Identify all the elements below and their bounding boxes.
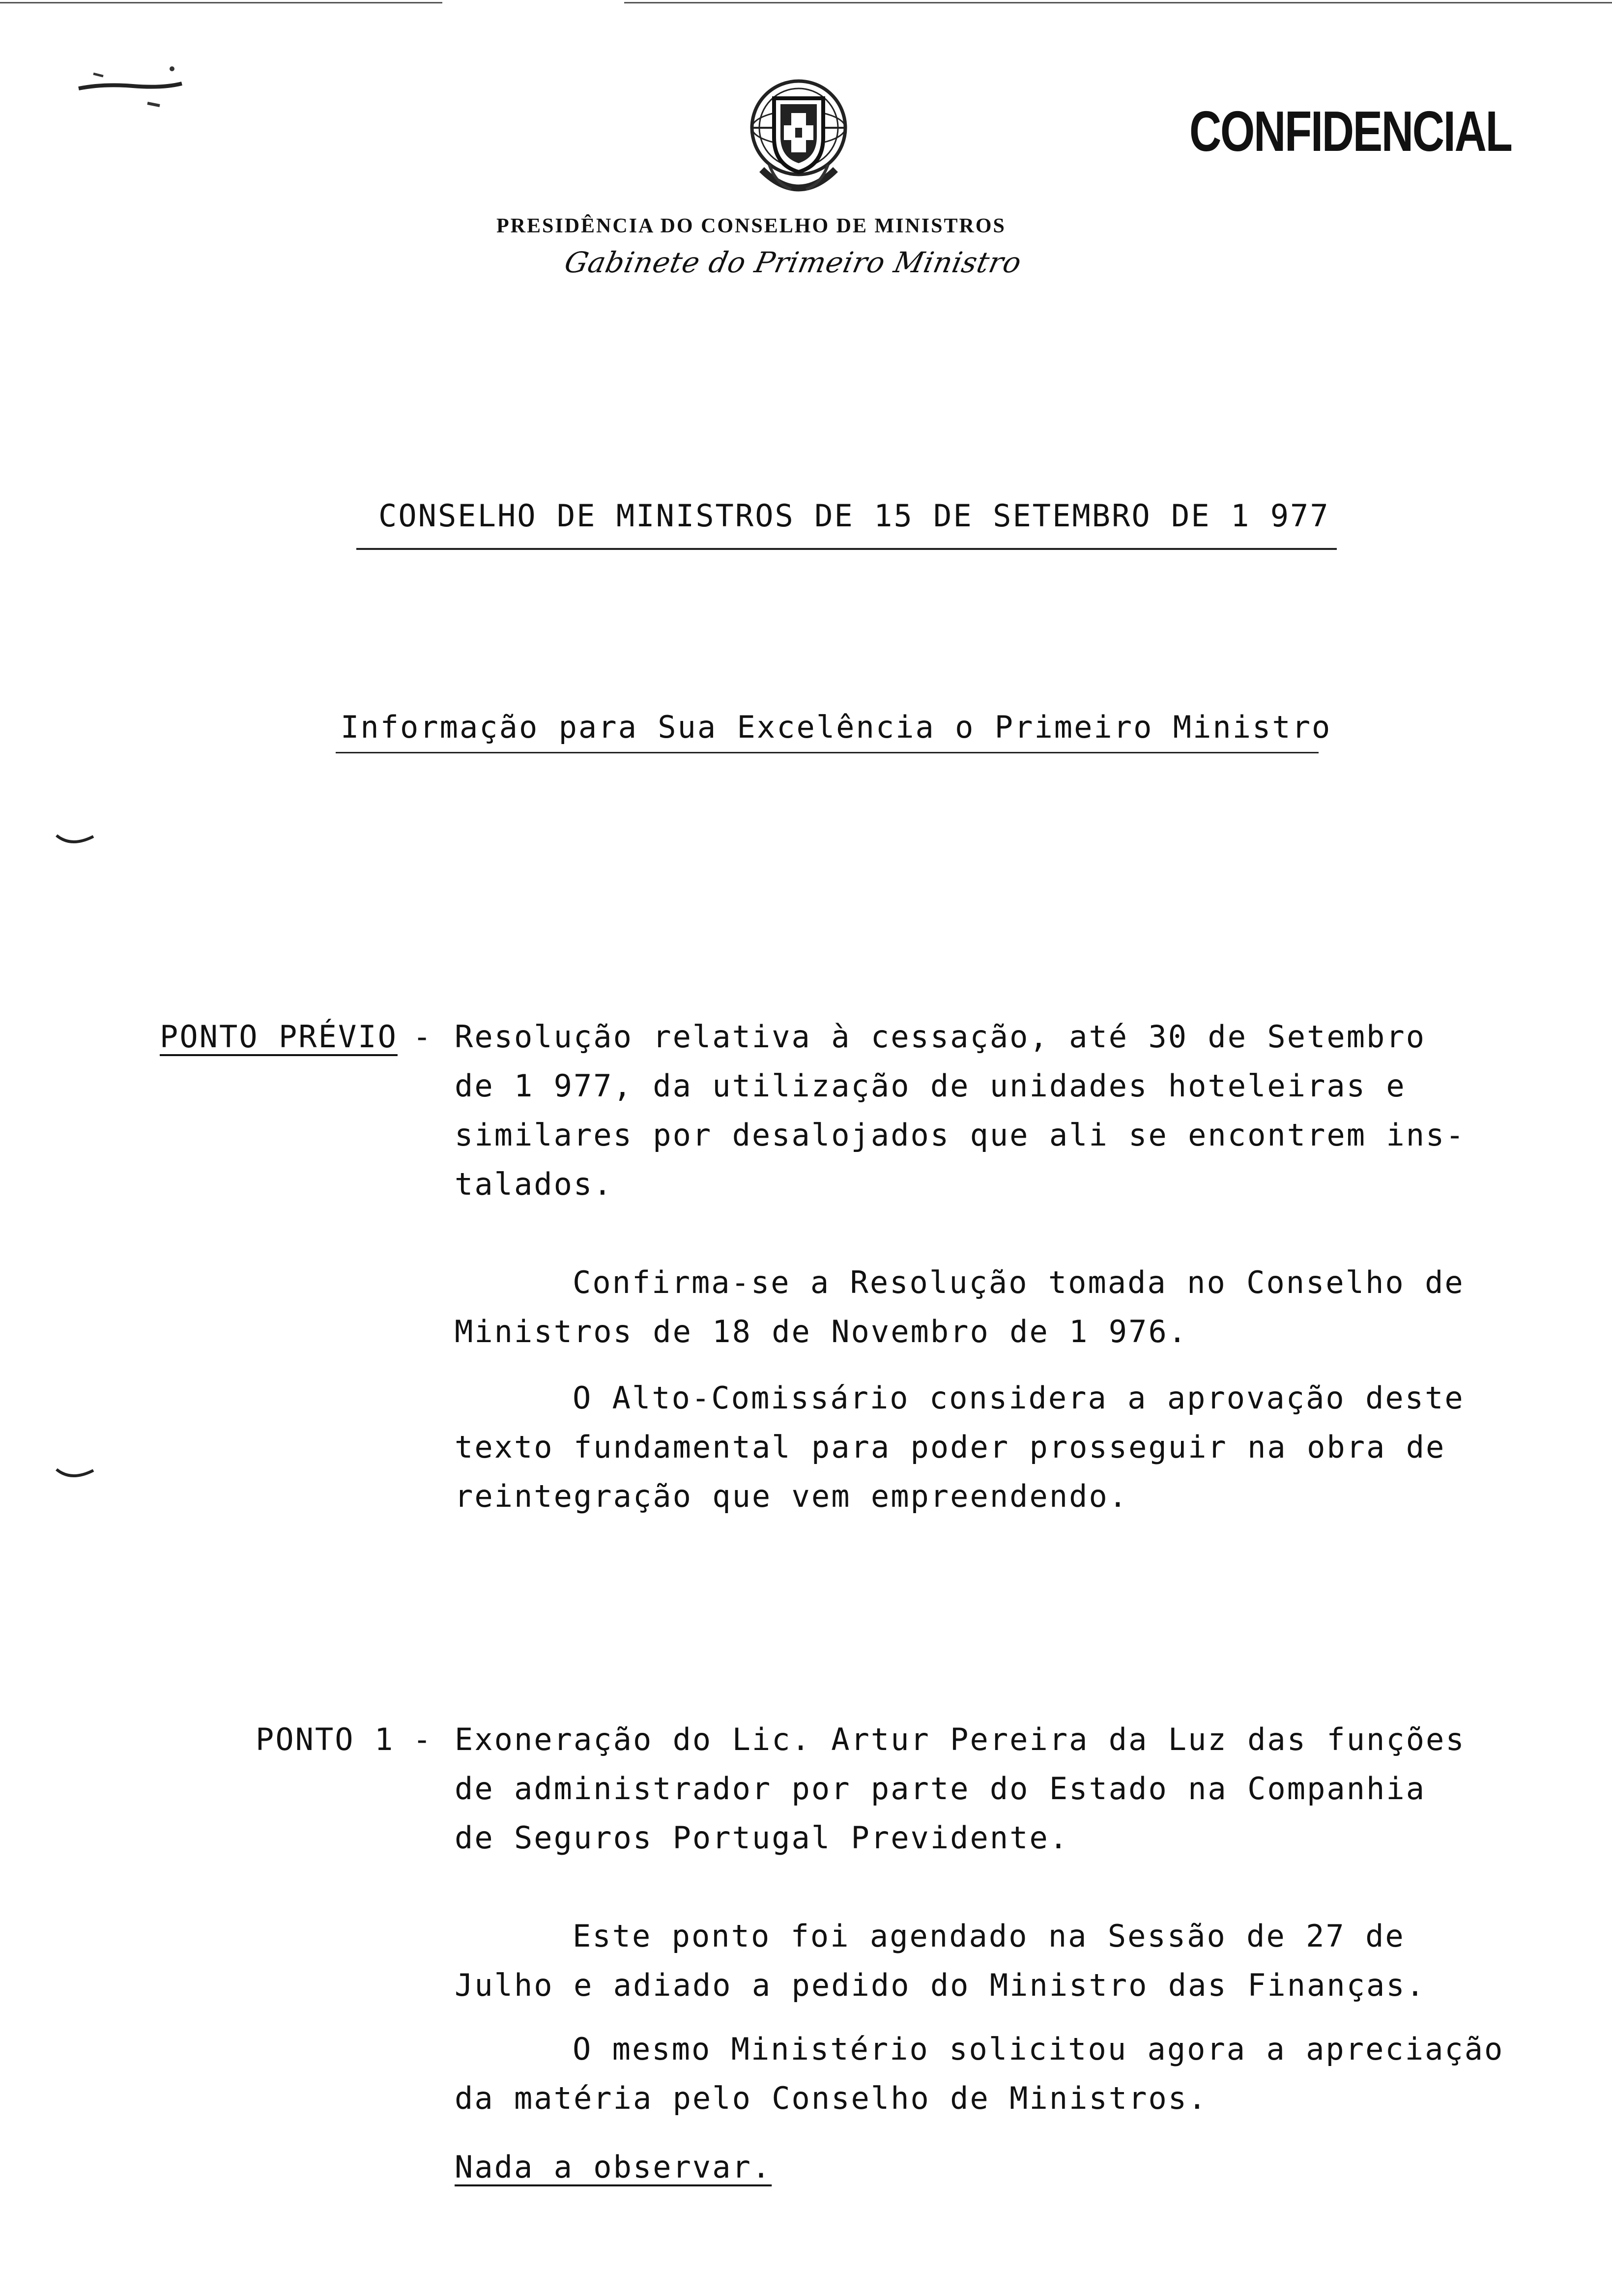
- title-rule: [356, 548, 1337, 550]
- scan-edge-line: [0, 2, 442, 3]
- item-separator: -: [413, 1019, 433, 1055]
- item-subject-line: Resolução relativa à cessação, até 30 de Setembro: [455, 1019, 1426, 1055]
- item-subject-line: de Seguros Portugal Previdente.: [455, 1820, 1069, 1856]
- item-subject-line: Exoneração do Lic. Artur Pereira da Luz das funções: [455, 1722, 1466, 1757]
- paragraph-line: Este ponto foi agendado na Sessão de 27 de: [573, 1918, 1405, 1954]
- info-title: Informação para Sua Excelência o Primeiro Ministro: [341, 709, 1332, 745]
- paragraph-line: Confirma-se a Resolução tomada no Conselho de: [573, 1264, 1465, 1300]
- institution-name: PRESIDÊNCIA DO CONSELHO DE MINISTROS: [496, 215, 1006, 237]
- item-subject-line: de administrador por parte do Estado na Companhia: [455, 1771, 1426, 1807]
- info-title-rule: [336, 752, 1319, 753]
- ink-smudge: [74, 59, 187, 113]
- paragraph-line: reintegração que vem empreendendo.: [455, 1478, 1129, 1514]
- item-subject-line: similares por desalojados que ali se encontrem ins-: [455, 1117, 1466, 1153]
- paragraph-line: texto fundamental para poder prosseguir na obra de: [455, 1429, 1446, 1465]
- item-separator: -: [413, 1722, 433, 1757]
- margin-tick-mark: [52, 1460, 101, 1489]
- paragraph-line: Julho e adiado a pedido do Ministro das Finanças.: [455, 1967, 1426, 2003]
- item-label: PONTO 1: [256, 1722, 395, 1757]
- paragraph-line: O mesmo Ministério solicitou agora a apreciação: [573, 2031, 1504, 2067]
- paragraph-line: Ministros de 18 de Novembro de 1 976.: [455, 1314, 1188, 1349]
- office-name: Gabinete do Primeiro Ministro: [561, 246, 1025, 279]
- scan-edge-line: [624, 2, 1612, 3]
- item-label: PONTO PRÉVIO: [160, 1019, 398, 1055]
- item-subject-line: talados.: [455, 1166, 613, 1202]
- item-subject-line: de 1 977, da utilização de unidades hoteleiras e: [455, 1068, 1406, 1104]
- paragraph-line: O Alto-Comissário considera a aprovação deste: [573, 1380, 1465, 1416]
- meeting-title: CONSELHO DE MINISTROS DE 15 DE SETEMBRO DE 1 977: [378, 498, 1330, 534]
- conclusion: Nada a observar.: [455, 2149, 772, 2185]
- confidential-stamp: CONFIDENCIAL: [1189, 99, 1512, 163]
- paragraph-line: da matéria pelo Conselho de Ministros.: [455, 2080, 1208, 2116]
- portuguese-coat-of-arms-icon: [742, 79, 855, 201]
- margin-tick-mark: [52, 826, 101, 855]
